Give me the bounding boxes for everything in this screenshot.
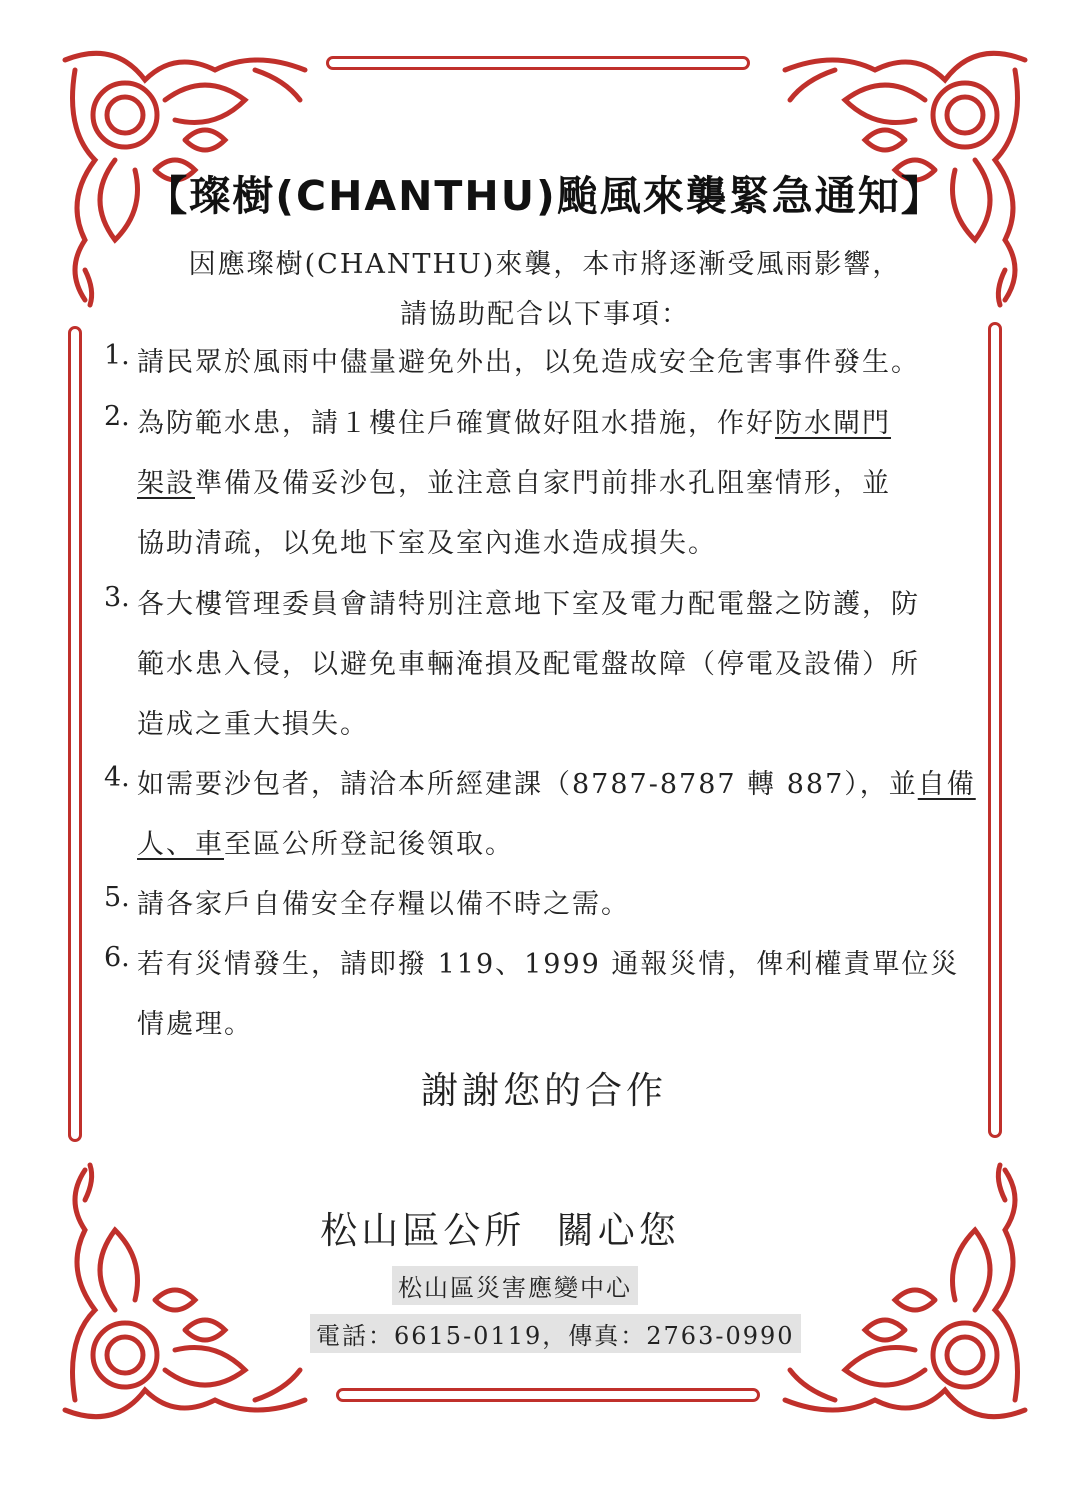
- bottom-border-bar: [336, 1388, 760, 1402]
- item-4-line-2-text: 至區公所登記後領取。: [224, 829, 514, 860]
- center-name: 松山區災害應變中心: [392, 1266, 638, 1305]
- contact-info: 電話：6615-0119，傳真：2763-0990: [310, 1314, 801, 1353]
- notice-title: 【璨樹(CHANTHU)颱風來襲緊急通知】: [146, 172, 944, 220]
- item-4-number: 4.: [104, 762, 130, 793]
- intro-line-1: 因應璨樹(CHANTHU)來襲，本市將逐漸受風雨影響，: [188, 249, 902, 280]
- item-2-line-3: 協助清疏，以免地下室及室內進水造成損失。: [137, 528, 717, 559]
- item-1-number: 1.: [104, 340, 130, 371]
- item-2-number: 2.: [104, 401, 130, 432]
- intro-line-2: 請協助配合以下事項：: [400, 299, 690, 330]
- item-3-line-2: 範水患入侵，以避免車輛淹損及配電盤故障（停電及設備）所: [137, 649, 920, 680]
- item-5-number: 5.: [104, 882, 130, 913]
- top-border-bar: [326, 56, 750, 70]
- item-4-underlined-2: 人、車: [137, 829, 224, 860]
- item-2-underlined-1: 防水閘門: [775, 408, 891, 439]
- signature-text: 松山區公所 關心您: [320, 1209, 680, 1252]
- item-2-underlined-2: 架設: [137, 468, 195, 499]
- item-6-number: 6.: [104, 942, 130, 973]
- item-4-underlined-1: 自備: [917, 769, 976, 800]
- item-4-line-2: [137, 822, 514, 861]
- left-border-bar: [68, 326, 82, 1142]
- right-border-bar: [988, 322, 1002, 1138]
- item-6-line-2: 情處理。: [137, 1009, 253, 1040]
- item-3-number: 3.: [104, 582, 130, 613]
- item-2-line-2-text: 準備及備妥沙包，並注意自家門前排水孔阻塞情形，並: [195, 468, 891, 499]
- item-4-line-1: [137, 762, 976, 801]
- item-3-line-1: 各大樓管理委員會請特別注意地下室及電力配電盤之防護，防: [137, 589, 920, 620]
- item-5-line-1: 請各家戶自備安全存糧以備不時之需。: [137, 889, 630, 920]
- item-2-line-1: [137, 401, 891, 440]
- item-2-line-2: [137, 461, 891, 500]
- item-1-line-1: 請民眾於風雨中儘量避免外出，以免造成安全危害事件發生。: [137, 347, 920, 378]
- item-3-line-3: 造成之重大損失。: [137, 709, 369, 740]
- item-4-line-1-text: 如需要沙包者，請洽本所經建課（8787-8787 轉 887），並: [137, 769, 918, 800]
- thanks-text: 謝謝您的合作: [421, 1069, 667, 1112]
- item-2-line-1-text: 為防範水患，請１樓住戶確實做好阻水措施，作好: [137, 408, 775, 439]
- item-6-line-1: 若有災情發生，請即撥 119、1999 通報災情，俾利權責單位災: [137, 949, 960, 980]
